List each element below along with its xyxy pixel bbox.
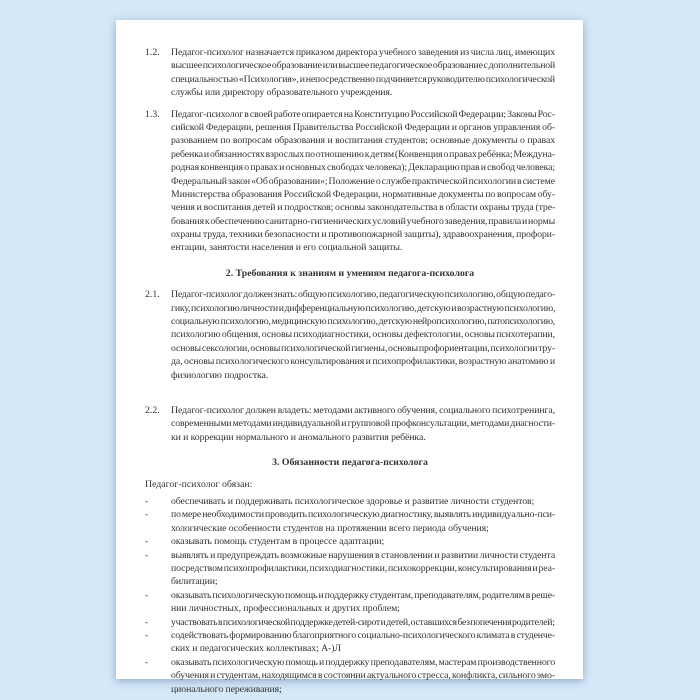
- paragraph: [145, 46, 555, 100]
- text-line: посредством психопрофилактики, психодиагностики, психокоррекции, консультирования и реа-: [171, 562, 555, 574]
- text-line: обеспечивать и поддерживать психологическое здоровье и развитие личности студентов;: [171, 495, 535, 507]
- text-line: гику, психологию личности и дифференциальную психологию, детскую и возрастную психологию,: [171, 302, 556, 314]
- text-line: социальную психологию, медицинскую психологию, детскую нейропсихологию, патопсихологию,: [171, 316, 555, 328]
- document-page: [116, 20, 583, 695]
- text-line: билитации;: [171, 576, 218, 588]
- text-line: Педагог-психолог в своей работе опирается на Конституцию Российской Федерации; Законы Рос-: [171, 108, 555, 120]
- paragraph-number: 2.2.: [145, 405, 160, 416]
- duty-item: [145, 616, 555, 629]
- duty-item: [145, 535, 555, 548]
- text-line: современными методами индивидуальной и групповой профконсультации, методами диагности-: [171, 418, 555, 430]
- text-line: высшее психологическое образование или высшее педагогическое образование с дополнительной: [171, 60, 556, 72]
- text-line: охраны труда, техники безопасности и противопожарной защиты), здравоохранения, профори-: [171, 229, 555, 241]
- text-line: оказывать помощь студентам в процессе адаптации;: [171, 536, 385, 548]
- text-line: по мере необходимости проводить психологическую диагностику, выявлять индивидуально-пси-: [171, 509, 555, 521]
- text-line: оказывать психологическую помощь и поддержку студентам, преподавателям, родителям в реше-: [171, 589, 555, 601]
- text-line: ских и педагогических коллективах; А-)Л: [171, 643, 341, 655]
- text-line: ребенка и обязанностях взрослых по отношению к детям (Конвенция о правах ребёнка; Междуна-: [171, 148, 555, 160]
- text-line: основы сексологии, основы психологической гигиены, основы профориентации, психологии тру-: [171, 342, 555, 354]
- duty-item-number: -: [145, 509, 149, 521]
- text-line: хологические особенности студентов на протяжении всего периода обучения;: [171, 522, 489, 534]
- text-line: участвовать в психологической поддержке детей-сирот и детей, оставшихся без попечения родителей;: [171, 616, 555, 628]
- duty-item: [145, 495, 555, 508]
- text-line: специальностью «Психология», и непосредственно подчиняется руководителю психологической: [171, 73, 555, 85]
- duty-item: [145, 508, 555, 535]
- text-line: обучения и студентам, находящимся в состоянии актуального стресса, конфликта, сильного эмо-: [171, 670, 555, 682]
- text-line: да, основы психологического консультирования и психопрофилактики, возрастную анатомию и: [171, 356, 555, 368]
- text-line: Федеральный закон «Об образовании»; Положение о службе практической психологии в системе: [171, 175, 555, 187]
- duty-item: [145, 629, 555, 656]
- text-line: выявлять и предупреждать возможные нарушения в становлении и развитии личности студента: [171, 549, 556, 561]
- text-line: нии личностных, профессиональных и других проблем;: [171, 603, 400, 615]
- duty-item-number: -: [145, 589, 149, 601]
- paragraph-number: 1.3.: [145, 108, 160, 120]
- duty-item-number: -: [145, 656, 149, 668]
- paragraph: [145, 404, 555, 444]
- paragraph-number: 1.2.: [145, 47, 160, 58]
- paragraph: [145, 108, 555, 255]
- duty-item-number: -: [145, 629, 149, 641]
- paragraph: [145, 288, 555, 382]
- text-line: родная конвенция о правах и основных свободах человека); Декларацию прав и свобод человека;: [171, 162, 555, 174]
- section-1-paragraphs: [145, 46, 555, 255]
- duty-item-number: -: [145, 495, 149, 507]
- text-line: Педагог-психолог назначается приказом директора учебного заведения из числа лиц, имеющих: [171, 47, 555, 58]
- section-2-title: 2. Требования к знаниям и умениям педагога-психолога: [225, 267, 475, 279]
- duty-item: [145, 656, 555, 696]
- section-2-paragraphs: [145, 288, 555, 444]
- duty-item: [145, 549, 555, 589]
- text-line: физиологию подростка.: [171, 369, 269, 381]
- text-line: оказывать психологическую помощь и поддержку преподавателям, мастерам производственного: [171, 656, 555, 668]
- text-line: Министерства образования Российской Федерации, нормативные документы по вопросам обу-: [171, 188, 555, 200]
- text-line: ентации, занятости населения и его социальной защиты.: [171, 242, 403, 254]
- text-line: чения и воспитания детей и подростков; основы законодательства в области охраны труда (тре-: [171, 202, 556, 214]
- text-line: Педагог-психолог должен знать: общую психологию, педагогическую психологию, общую педаго-: [171, 289, 555, 301]
- paragraph-number: 2.1.: [145, 289, 160, 301]
- duty-item-number: -: [145, 616, 149, 628]
- text-line: службы или директору образовательного учреждения.: [171, 87, 393, 99]
- duty-item-number: -: [145, 536, 149, 548]
- duty-item: [145, 589, 555, 616]
- text-line: разованием по вопросам образования и воспитания студентов; основные документы о правах: [171, 135, 555, 147]
- section-3-title: 3. Обязанности педагога-психолога: [272, 457, 428, 469]
- text-line: Педагог-психолог должен владеть: методами активного обучения, социального психотренинга,: [171, 405, 555, 416]
- text-line: бования к обеспечению санитарно-гигиенических условий учебного заведения, правила и нормы: [171, 215, 556, 227]
- text-line: сийской Федерации, решения Правительства Российской Федерации и органов управления об-: [171, 121, 555, 133]
- text-line: психологию общения, основы психодиагностики, основы дефектологии, основы психотерапии,: [171, 329, 555, 341]
- duties-list: [145, 495, 555, 696]
- text-line: ки и коррекции нормального и аномального развития ребёнка.: [171, 431, 426, 443]
- section-3-intro: Педагог-психолог обязан:: [145, 478, 253, 490]
- text-line: содействовать формированию благоприятного социально-психологического климата в студенче-: [171, 629, 555, 641]
- duty-item-number: -: [145, 549, 149, 561]
- text-line: ционального переживания;: [171, 683, 282, 695]
